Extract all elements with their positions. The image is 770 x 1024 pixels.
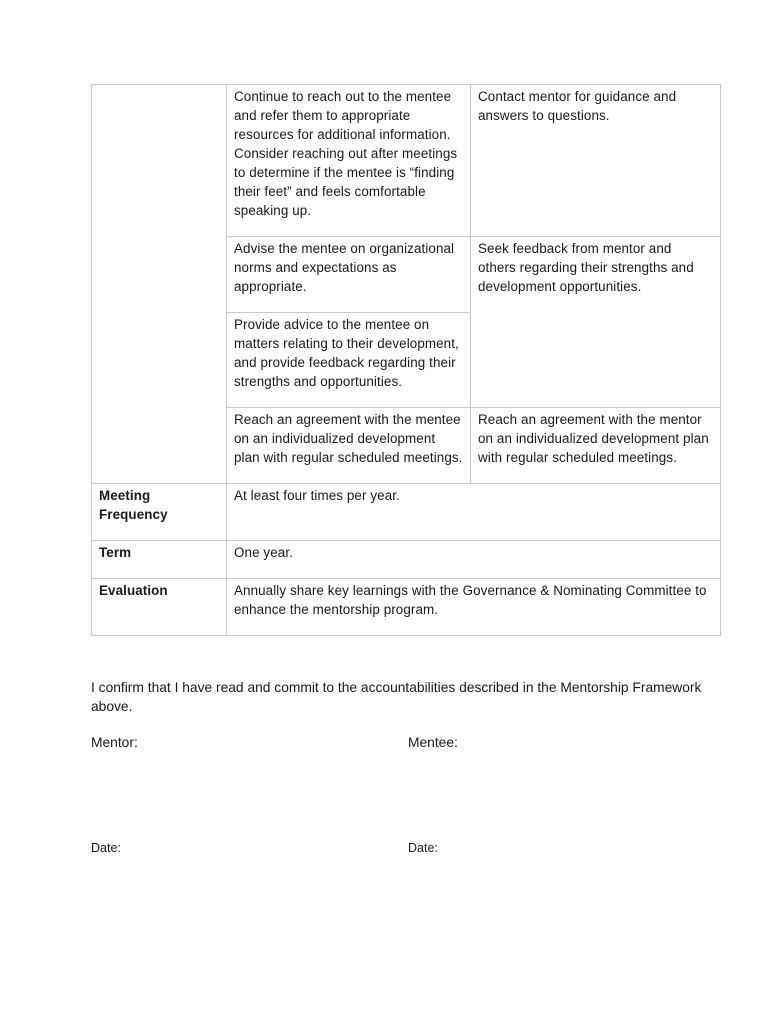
evaluation-label: Evaluation: [92, 579, 227, 636]
term-value: One year.: [227, 541, 721, 579]
mentee-responsibility-cell: Contact mentor for guidance and answers to questions.: [471, 85, 721, 237]
mentee-responsibility-cell: Reach an agreement with the mentor on an individualized development plan with regular scheduled meetings.: [471, 408, 721, 484]
mentee-signature-label: Mentee:: [408, 735, 458, 750]
mentor-responsibility-cell: Provide advice to the mentee on matters relating to their development, and provide feedback regarding their strengths and opportunities.: [227, 313, 471, 408]
table-row: [92, 541, 721, 579]
mentee-responsibility-cell: Seek feedback from mentor and others regarding their strengths and development opportunities.: [471, 237, 721, 408]
table-row: [92, 85, 721, 237]
mentee-date-label: Date:: [408, 841, 438, 855]
meeting-frequency-value: At least four times per year.: [227, 484, 721, 541]
table-row: [92, 484, 721, 541]
role-cell-empty: [92, 85, 227, 484]
table-row: [92, 579, 721, 636]
mentor-signature-label: Mentor:: [91, 735, 138, 750]
term-label: Term: [92, 541, 227, 579]
mentor-responsibility-cell: Advise the mentee on organizational norms and expectations as appropriate.: [227, 237, 471, 313]
confirmation-statement: I confirm that I have read and commit to the accountabilities described in the Mentorship Framework above.: [91, 680, 702, 714]
mentor-responsibility-cell: Reach an agreement with the mentee on an individualized development plan with regular scheduled meetings.: [227, 408, 471, 484]
mentor-date-label: Date:: [91, 841, 121, 855]
mentor-responsibility-cell: Continue to reach out to the mentee and refer them to appropriate resources for additional information. Consider reaching out after meetings to determine if the mentee is “finding their feet” and feels comfortable speaking up.: [227, 85, 471, 237]
meeting-frequency-label: Meeting Frequency: [92, 484, 227, 541]
evaluation-value: Annually share key learnings with the Governance & Nominating Committee to enhance the mentorship program.: [227, 579, 721, 636]
mentorship-framework-table: [91, 84, 721, 636]
